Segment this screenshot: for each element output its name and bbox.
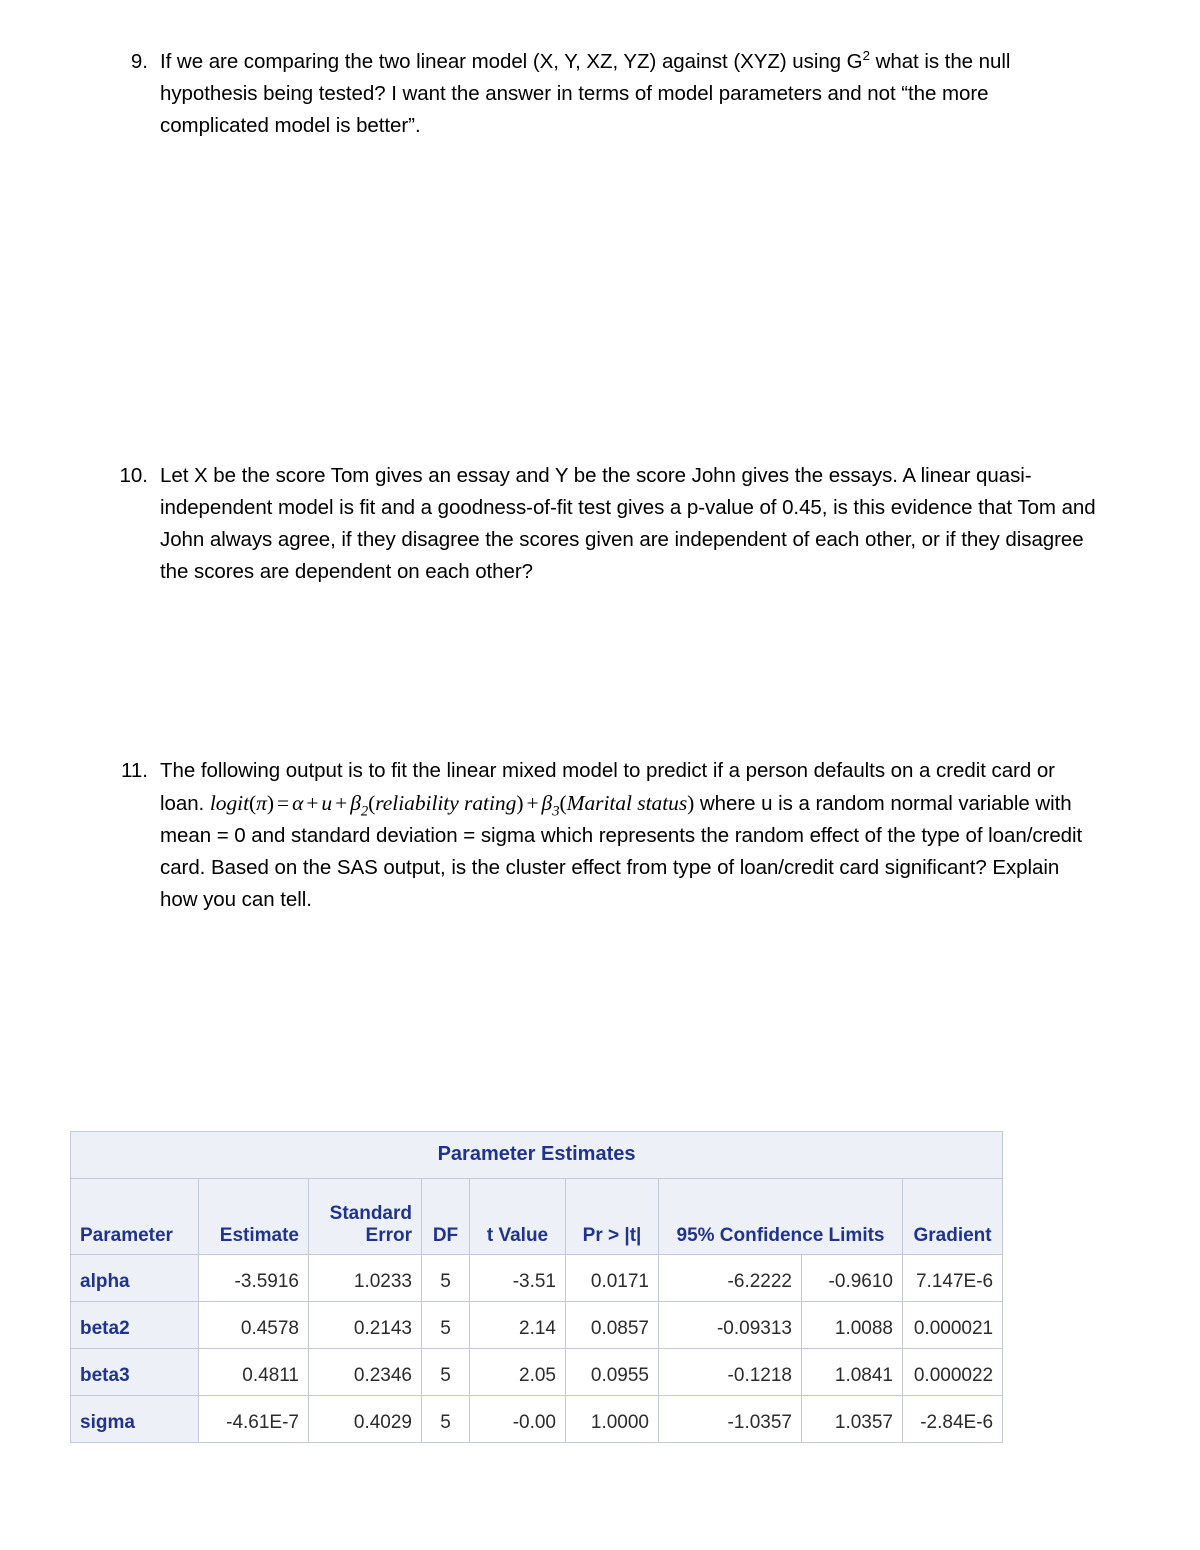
formula-function-name: logit	[209, 791, 250, 815]
cell-beta2-pr-t: 0.0857	[566, 1302, 659, 1349]
cell-beta3-standard-error: 0.2346	[309, 1349, 422, 1396]
cell-beta2-t-value: 2.14	[470, 1302, 566, 1349]
cell-beta3-df: 5	[422, 1349, 470, 1396]
table-row	[71, 1255, 1003, 1302]
row-label-beta2: beta2	[71, 1302, 199, 1349]
column-header-estimate: Estimate	[199, 1179, 309, 1255]
cell-beta2-estimate: 0.4578	[199, 1302, 309, 1349]
g-squared-superscript: 2	[862, 48, 870, 64]
column-header-standard-error	[309, 1179, 422, 1255]
question-9-text-part-1: If we are comparing the two linear model (X, Y, XZ, YZ) against (XYZ) using G	[160, 50, 863, 73]
question-11-text	[160, 755, 1088, 916]
formula-beta3-subscript: 3	[552, 803, 560, 820]
cell-sigma-cl-lower: -1.0357	[659, 1396, 802, 1443]
formula-beta2-subscript: 2	[360, 803, 369, 820]
table-row	[71, 1349, 1003, 1396]
question-9-text	[160, 46, 1068, 142]
question-11-lead-text: The following output is to fit the linear mixed model to predict if a person defaults on a credit card or loan.	[160, 759, 1055, 815]
cell-beta2-gradient: 0.000021	[903, 1302, 1003, 1349]
cell-sigma-standard-error: 0.4029	[309, 1396, 422, 1443]
cell-beta3-gradient: 0.000022	[903, 1349, 1003, 1396]
question-9	[108, 46, 1068, 142]
standard-error-line-1: Standard	[329, 1203, 412, 1224]
cell-beta2-cl-lower: -0.09313	[659, 1302, 802, 1349]
cell-beta3-t-value: 2.05	[470, 1349, 566, 1396]
cell-sigma-cl-upper: 1.0357	[802, 1396, 903, 1443]
table-row	[71, 1396, 1003, 1443]
standard-error-line-2: Error	[365, 1225, 412, 1246]
formula-equals: =	[277, 791, 290, 815]
cell-beta3-pr-t: 0.0955	[566, 1349, 659, 1396]
table-header-row	[71, 1179, 1003, 1255]
formula-beta2-argument: reliability rating	[375, 791, 517, 815]
row-label-sigma: sigma	[71, 1396, 199, 1443]
table-title-row	[71, 1132, 1003, 1179]
cell-alpha-gradient: 7.147E-6	[903, 1255, 1003, 1302]
cell-alpha-t-value: -3.51	[470, 1255, 566, 1302]
question-11-number: 11.	[121, 759, 148, 782]
question-9-text-part-2: what is the null hypothesis being tested? I want the answer in terms of model parameters and not “the more complicated model is better”.	[160, 50, 1011, 137]
table-body	[71, 1255, 1003, 1443]
table-row	[71, 1302, 1003, 1349]
logit-model-formula: logit(π) = $\alpha + u + \beta_2(reliability$ rating) + $\beta_3(Marital$ status)	[209, 791, 695, 820]
row-label-beta3: beta3	[71, 1349, 199, 1396]
formula-beta3-argument: Marital status	[566, 791, 688, 815]
question-11-tail-text: where u is a random normal variable with mean = 0 and standard deviation = sigma which represents the random effect of the type of loan/credit card. Based on the SAS output, is the cluster effect from type of loan/credit card significant? Explain how you can tell.	[160, 792, 1083, 911]
table-title: Parameter Estimates	[71, 1132, 1003, 1179]
question-10-text: Let X be the score Tom gives an essay and Y be the score John gives the essays. A linear quasi-independent model is fit and a goodness-of-fit test gives a p-value of 0.45, is this evidence that Tom and John always agree, if they disagree the scores given are independent of each other, or if they disagree the scores are dependent on each other?	[160, 464, 1096, 583]
question-10	[108, 460, 1098, 588]
formula-alpha: α	[292, 791, 304, 815]
column-header-parameter: Parameter	[71, 1179, 199, 1255]
cell-alpha-standard-error: 1.0233	[309, 1255, 422, 1302]
question-11	[108, 755, 1088, 916]
cell-alpha-cl-lower: -6.2222	[659, 1255, 802, 1302]
question-10-number: 10.	[119, 464, 148, 487]
cell-beta2-df: 5	[422, 1302, 470, 1349]
row-label-alpha: alpha	[71, 1255, 199, 1302]
cell-alpha-cl-upper: -0.9610	[802, 1255, 903, 1302]
formula-u: u	[321, 791, 333, 815]
column-header-df: DF	[422, 1179, 470, 1255]
parameter-estimates-table	[70, 1131, 1003, 1443]
column-header-t-value: t Value	[470, 1179, 566, 1255]
question-9-number: 9.	[130, 50, 148, 73]
cell-beta3-cl-upper: 1.0841	[802, 1349, 903, 1396]
cell-alpha-df: 5	[422, 1255, 470, 1302]
cell-alpha-estimate: -3.5916	[199, 1255, 309, 1302]
column-header-gradient: Gradient	[903, 1179, 1003, 1255]
parameter-estimates-table-container	[70, 1131, 1002, 1443]
cell-sigma-gradient: -2.84E-6	[903, 1396, 1003, 1443]
formula-beta3: β	[541, 791, 553, 815]
cell-sigma-t-value: -0.00	[470, 1396, 566, 1443]
column-header-confidence-limits: 95% Confidence Limits	[659, 1179, 903, 1255]
cell-beta3-estimate: 0.4811	[199, 1349, 309, 1396]
cell-sigma-df: 5	[422, 1396, 470, 1443]
formula-beta2: β	[350, 791, 361, 815]
column-header-pr-t: Pr > |t|	[566, 1179, 659, 1255]
cell-sigma-estimate: -4.61E-7	[199, 1396, 309, 1443]
cell-alpha-pr-t: 0.0171	[566, 1255, 659, 1302]
formula-pi: π	[256, 791, 267, 815]
cell-sigma-pr-t: 1.0000	[566, 1396, 659, 1443]
cell-beta2-cl-upper: 1.0088	[802, 1302, 903, 1349]
cell-beta2-standard-error: 0.2143	[309, 1302, 422, 1349]
cell-beta3-cl-lower: -0.1218	[659, 1349, 802, 1396]
